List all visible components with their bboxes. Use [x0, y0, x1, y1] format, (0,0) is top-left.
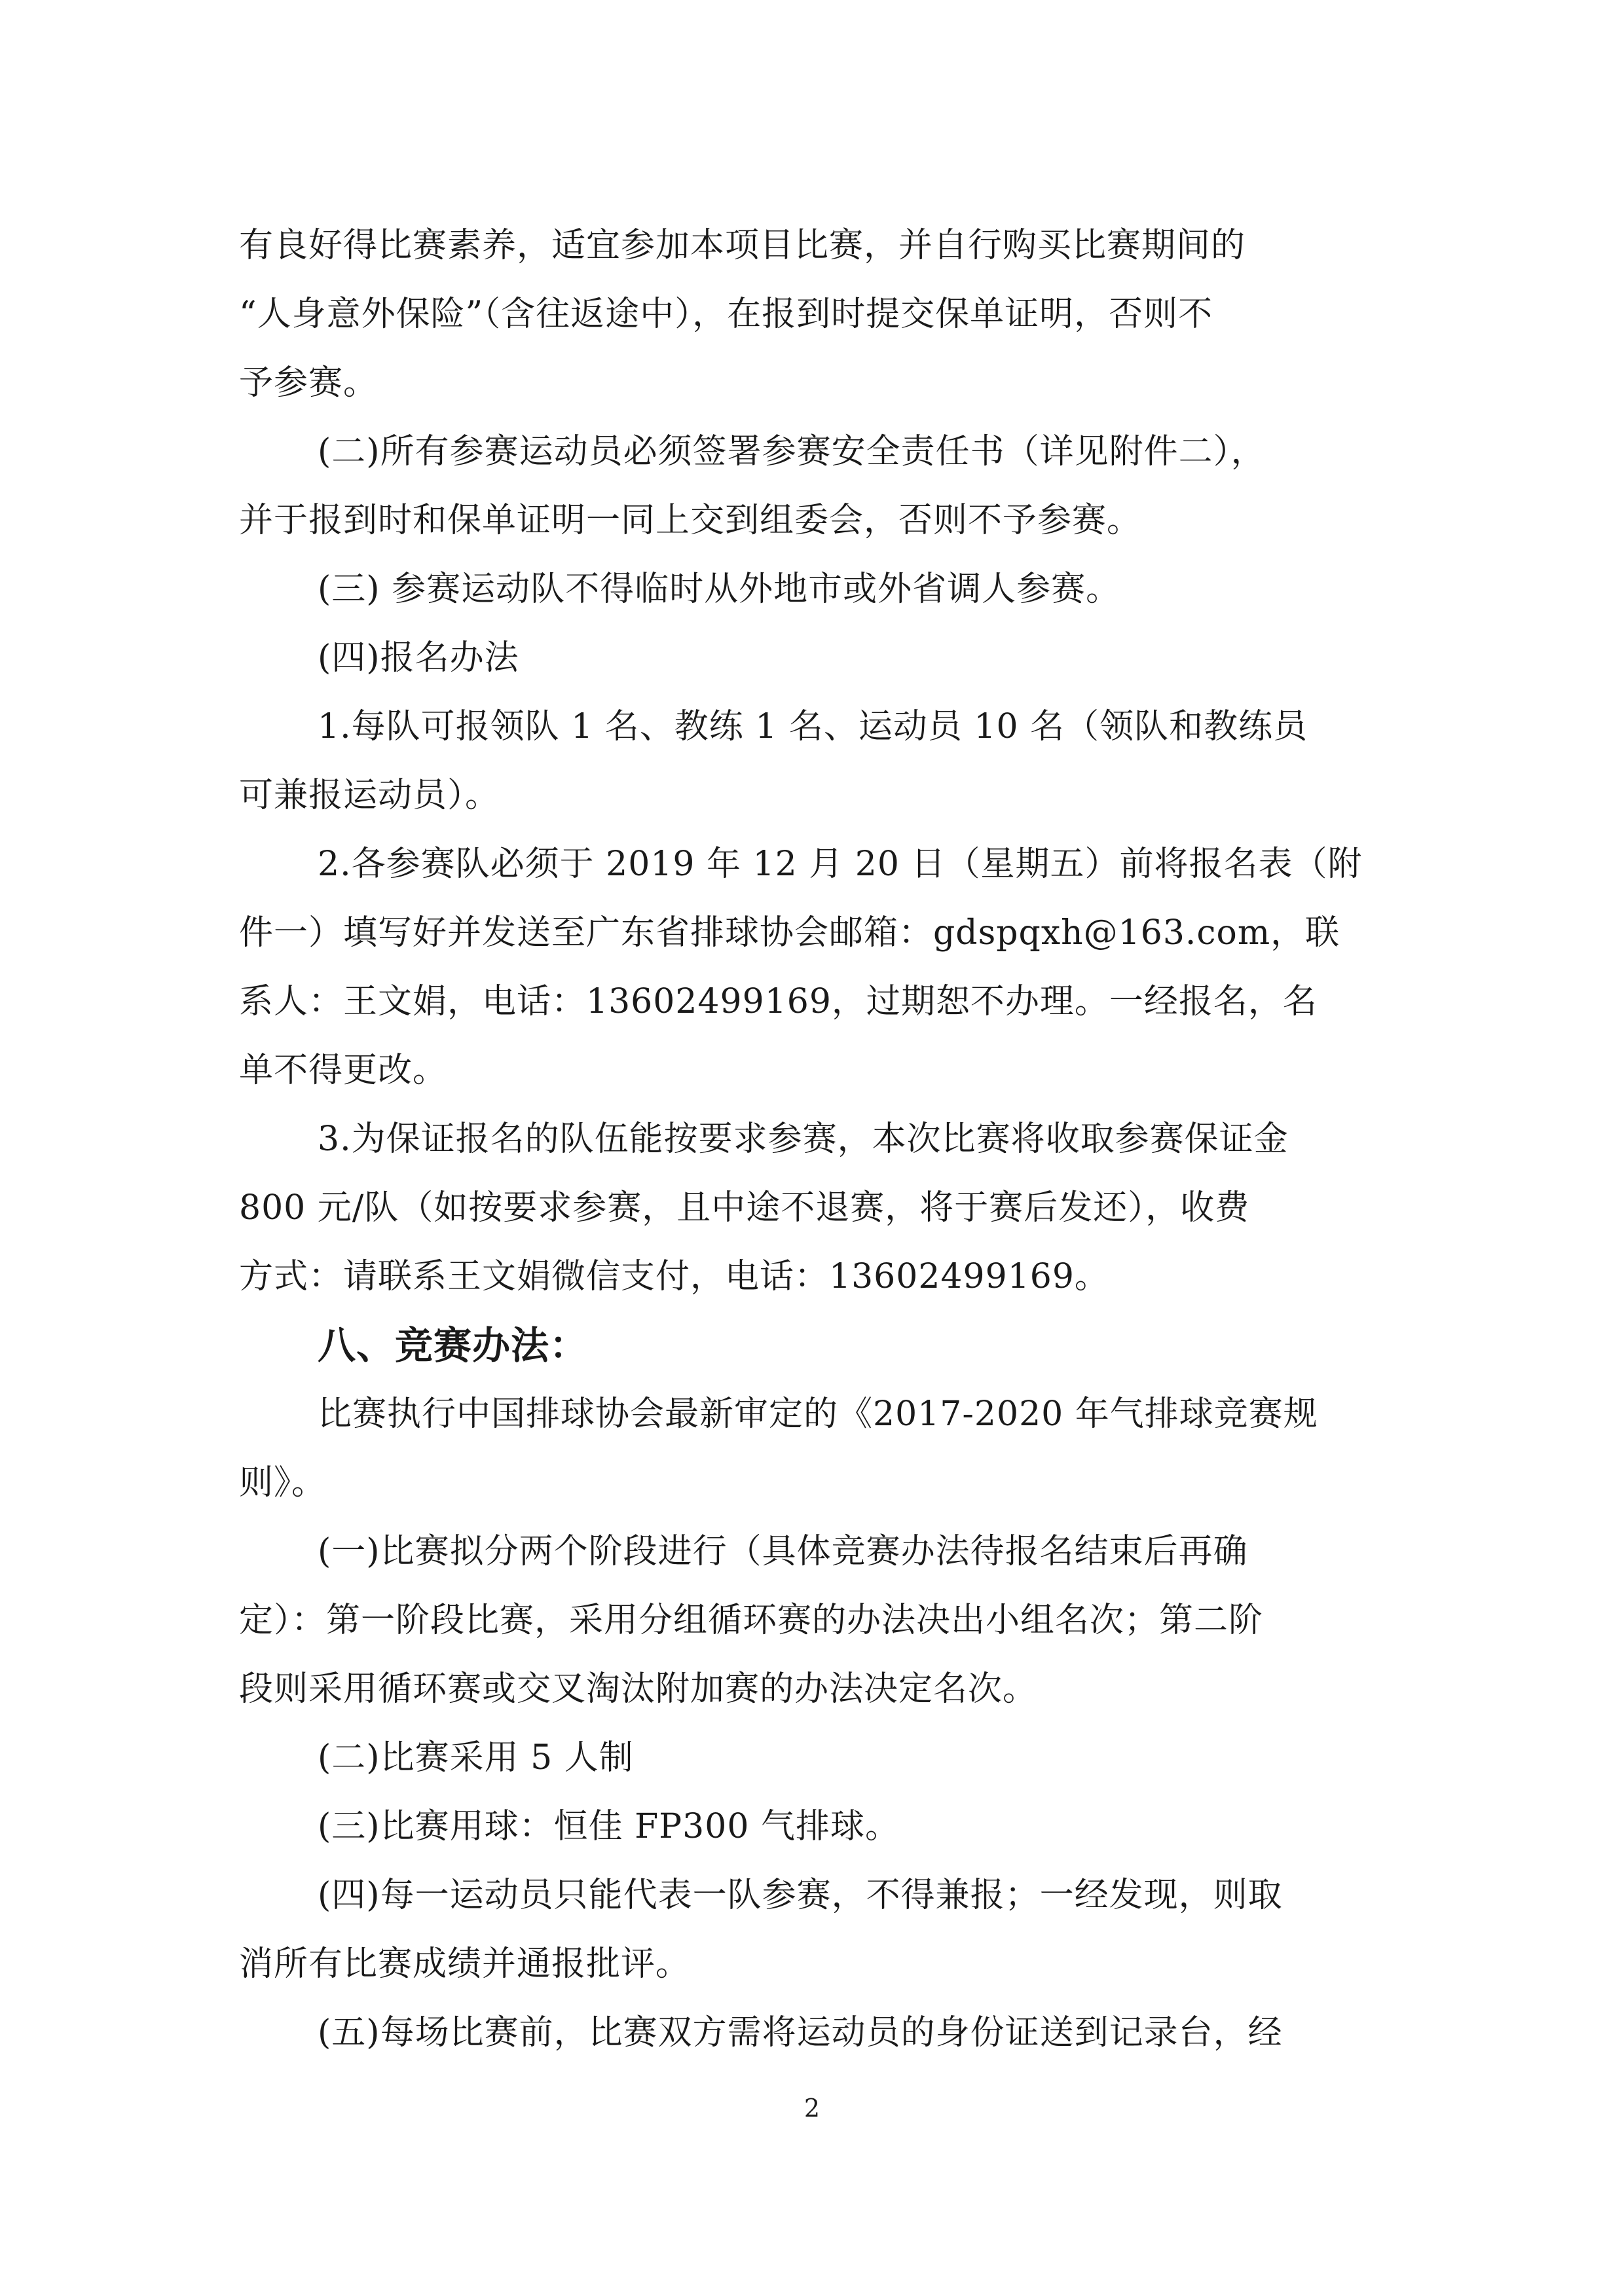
paragraph-line: 方式：请联系王文娟微信支付，电话：13602499169。 — [239, 1257, 1109, 1296]
paragraph-line: (三)比赛用球：恒佳 FP300 气排球。 — [318, 1807, 900, 1846]
paragraph-line: (四)报名办法 — [318, 638, 519, 678]
paragraph-line: (二)比赛采用 5 人制 — [318, 1738, 634, 1777]
paragraph-line: 800 元/队（如按要求参赛，且中途不退赛，将于赛后发还），收费 — [239, 1188, 1250, 1228]
paragraph-line: 2.各参赛队必须于 2019 年 12 月 20 日（星期五）前将报名表（附 — [318, 845, 1363, 884]
paragraph-line: 系人：王文娟，电话：13602499169，过期恕不办理。一经报名，名 — [239, 982, 1318, 1021]
paragraph-line: 比赛执行中国排球协会最新审定的《2017-2020 年气排球竞赛规 — [318, 1394, 1318, 1434]
page-number: 2 — [803, 2094, 821, 2123]
paragraph-line: (一)比赛拟分两个阶段进行（具体竞赛办法待报名结束后再确 — [318, 1532, 1248, 1571]
paragraph-line: 段则采用循环赛或交叉淘汰附加赛的办法决定名次。 — [239, 1669, 1038, 1709]
paragraph-line: 可兼报运动员）。 — [239, 776, 500, 815]
paragraph-line: 消所有比赛成绩并通报批评。 — [239, 1944, 691, 1984]
paragraph-line: 有良好得比赛素养，适宜参加本项目比赛，并自行购买比赛期间的 — [239, 226, 1246, 265]
paragraph-line: (五)每场比赛前，比赛双方需将运动员的身份证送到记录台，经 — [318, 2013, 1283, 2052]
paragraph-line: (三) 参赛运动队不得临时从外地市或外省调人参赛。 — [318, 570, 1121, 609]
paragraph-line: 单不得更改。 — [239, 1051, 448, 1090]
paragraph-line: 予参赛。 — [239, 363, 378, 403]
paragraph-line: (二)所有参赛运动员必须签署参赛安全责任书（详见附件二）， — [318, 432, 1266, 471]
paragraph-line: “人身意外保险”（含往返途中），在报到时提交保单证明，否则不 — [239, 295, 1213, 334]
paragraph-line: 件一）填写好并发送至广东省排球协会邮箱：gdspqxh@163.com，联 — [239, 913, 1340, 953]
paragraph-line: 则》。 — [239, 1463, 327, 1503]
paragraph-line: (四)每一运动员只能代表一队参赛，不得兼报；一经发现，则取 — [318, 1876, 1283, 1915]
paragraph-line: 3.为保证报名的队伍能按要求参赛，本次比赛将收取参赛保证金 — [318, 1120, 1289, 1159]
paragraph-line: 1.每队可报领队 1 名、教练 1 名、运动员 10 名（领队和教练员 — [318, 707, 1308, 746]
section-heading: 八、竞赛办法： — [318, 1323, 589, 1368]
paragraph-line: 定）：第一阶段比赛，采用分组循环赛的办法决出小组名次；第二阶 — [239, 1601, 1264, 1640]
paragraph-line: 并于报到时和保单证明一同上交到组委会，否则不予参赛。 — [239, 501, 1142, 540]
